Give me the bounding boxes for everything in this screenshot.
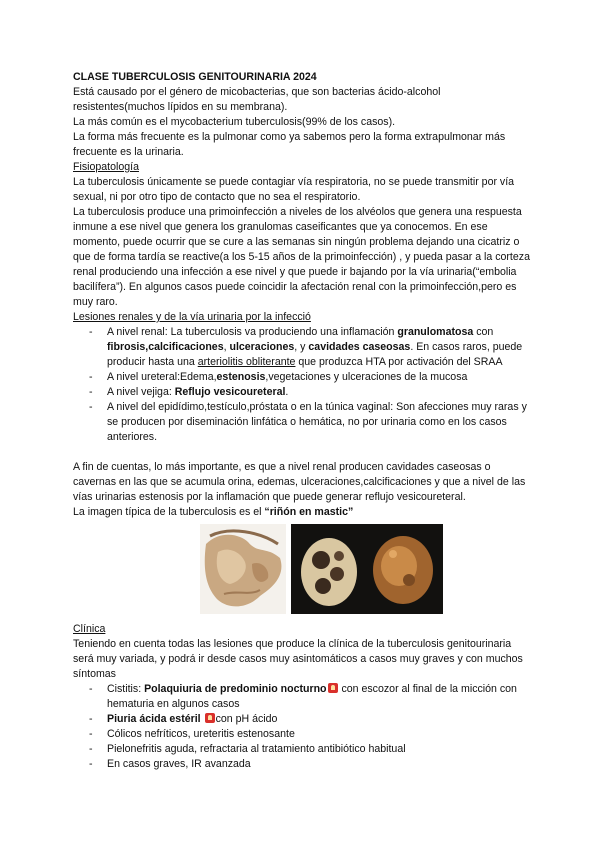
kidney-specimen-photo-2 (291, 524, 443, 614)
fisiopatologia-heading: Fisiopatología (73, 161, 139, 173)
intro-paragraph-3: La forma más frecuente es la pulmonar como ya sabemos pero la forma extrapulmonar más frecuente es la urinaria. (73, 131, 506, 158)
list-item: - A nivel ureteral:Edema,estenosis,vegetaciones y ulceraciones de la mucosa (73, 370, 533, 385)
lesiones-list (73, 325, 533, 445)
alarm-icon (205, 713, 215, 723)
list-item: - Cólicos nefríticos, ureteritis estenosante (73, 727, 533, 742)
clinica-paragraph: Teniendo en cuenta todas las lesiones que produce la clínica de la tuberculosis genitourinaria será muy variada, y podrá ir desde casos muy asintomáticos a casos muy graves y con muchos síntomas (73, 638, 523, 680)
list-item: - Pielonefritis aguda, refractaria al tratamiento antibiótico habitual (73, 742, 533, 757)
list-item: - En casos graves, IR avanzada (73, 757, 533, 772)
list-item: - Cistitis: Polaquiuria de predominio nocturno con escozor al final de la micción con hematuria en algunos casos (73, 682, 533, 712)
kidney-images (73, 524, 533, 616)
document-page (73, 70, 533, 772)
list-item: - Piuria ácida estéril con pH ácido (73, 712, 533, 727)
rinon-mastic-line: La imagen típica de la tuberculosis es el “riñón en mastic” (73, 506, 354, 518)
intro-paragraph-2: La más común es el mycobacterium tuberculosis(99% de los casos). (73, 116, 396, 128)
lesiones-heading: Lesiones renales y de la vía urinaria por la infecció (73, 311, 311, 323)
clinica-list (73, 682, 533, 772)
intro-paragraph-1: Está causado por el género de micobacterias, que son bacterias ácido-alcohol resistentes(muchos lípidos en su membrana). (73, 86, 441, 113)
list-item: - A nivel del epidídimo,testículo,próstata o en la túnica vaginal: Son afecciones muy raras y se producen por diseminación linfática o hemática, no por urinaria como en los casos anteriores. (73, 400, 533, 445)
clinica-heading: Clínica (73, 623, 106, 635)
resumen-paragraph: A fin de cuentas, lo más importante, es que a nivel renal producen cavidades caseosas o cavernas en las que se acumula orina, edemas, ulceraciones,calcificaciones y que a nivel de las vías urinarias estenosis por la inflamación que puede generar reflujo vesicoureteral. (73, 461, 526, 503)
fisiopatologia-paragraph-1: La tuberculosis únicamente se puede contagiar vía respiratoria, no se puede transmitir por vía sexual, ni por otro tipo de contacto que no sea el respiratorio. (73, 176, 515, 203)
list-item: - A nivel renal: La tuberculosis va produciendo una inflamación granulomatosa con fibrosis,calcificaciones, ulceraciones, y cavidades caseosas. En casos raros, puede producir hasta una arteriolitis obliterante que produzca HTA por activación del SRAA (73, 325, 533, 370)
kidney-specimen-photo-1 (200, 524, 286, 614)
list-item: - A nivel vejiga: Reflujo vesicoureteral. (73, 385, 533, 400)
fisiopatologia-paragraph-2: La tuberculosis produce una primoinfección a niveles de los alvéolos que genera una respuesta inmune a ese nivel que genera los granulomas caseificantes que ya conocemos. En ese momento, puede ocurrir que se cure a las semanas sin ningún problema dejando una cicatriz o que de forma tardía se reactive(a los 5-15 años de la primoinfección) , y pueda pasar a la corteza renal produciendo una infección a ese nivel y que puede ir bajando por la vía urinaria(“embolia bacilífera”). En algunos casos puede coincidir la afectación renal con la primoinfección,pero es muy raro. (73, 206, 530, 308)
document-title: CLASE TUBERCULOSIS GENITOURINARIA 2024 (73, 71, 317, 83)
alarm-icon (328, 683, 338, 693)
